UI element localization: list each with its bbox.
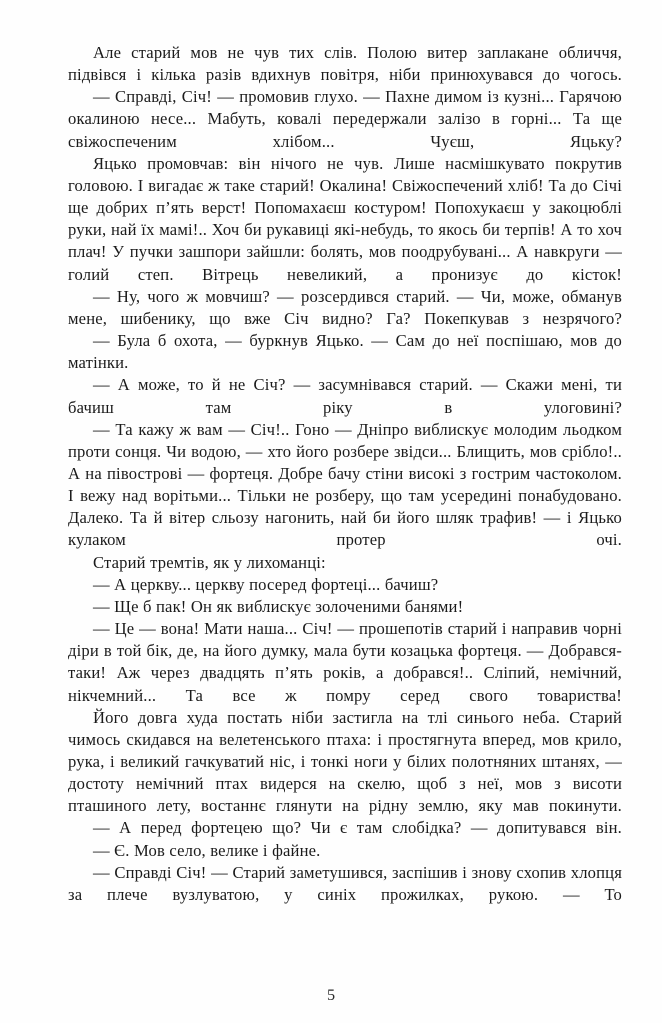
paragraph: Старий тремтів, як у лихоманці: [93, 552, 326, 572]
paragraph: — А перед фортецею що? Чи є там слобідка? — допитувався він. [93, 818, 622, 838]
paragraph: Яцько промовчав: він нічого не чув. Лише насмішкувато покрутив головою. І вигадає ж таке старий! Окалина! Свіжоспечений хліб! Та до Січі ще добрих п’ять верст! Попомахаєш костуром! Попохукаєш у закоцюблі руки, най їх мамі!.. Хоч би рукавиці які-небудь, то якось би терпів! А то хоч плач! У пучки зашпори зайшли: болять, мов поодрубувані... А навкруги — голий степ. Вітрець невеликий, а пронизує до кісток! [68, 153, 622, 284]
paragraph: — Це — вона! Мати наша... Січ! — прошепотів старий і направив чорні діри в той бік, де, на його думку, мала бути козацька фортеця. — Добрався-таки! Аж через двадцять п’ять років, а добрався!.. Сліпий, немічний, нікчемний... Та все ж помру серед свого товариства! [68, 619, 622, 705]
paragraph: — Та кажу ж вам — Січ!.. Гоно — Дніпро виблискує молодим льодком проти сонця. Чи водою, — хто його розбере звідси... Блищить, мов срібло!.. А на півострові — фортеця. Добре бачу стіни високі з гострим частоколом. І вежу над ворітьми... Тільки не розберу, що там усередині понабудовано. Далеко. Та й вітер сльозу нагонить, най би його шляк трафив! — і Яцько кулаком протер очі. [68, 419, 622, 550]
paragraph: — Справді, Січ! — промовив глухо. — Пахне димом із кузні... Гарячою окалиною несе... Мабуть, ковалі передержали залізо в горні... Та ще свіжоспеченим хлібом... Чуєш, Яцьку? [68, 87, 622, 151]
paragraph: — Ну, чого ж мовчиш? — розсердився старий. — Чи, може, обманув мене, шибенику, що вже Січ видно? Га? Покепкував з незрячого? [68, 286, 622, 328]
paragraph: — Ще б пак! Он як виблискує золоченими банями! [93, 596, 464, 616]
paragraph: — А може, то й не Січ? — засумнівався старий. — Скажи мені, ти бачиш там ріку в улоговині? [68, 375, 622, 417]
paragraph: — А церкву... церкву посеред фортеці... бачиш? [93, 574, 439, 594]
paragraph: — Була б охота, — буркнув Яцько. — Сам до неї поспішаю, мов до матінки. [68, 331, 622, 373]
paragraph: Але старий мов не чув тих слів. Полою витер заплакане обличчя, підвівся і кілька разів вдихнув повітря, ніби принюхувався до чогось. [68, 43, 622, 85]
paragraph: — Справді Січ! — Старий заметушився, заспішив і знову схопив хлопця за плече вузлуватою, у синіх прожилках, рукою. — То [68, 862, 622, 904]
page-number: 5 [326, 986, 336, 1004]
page-text-block [68, 42, 622, 906]
paragraph: Його довга худа постать ніби застигла на тлі синього неба. Старий чимось скидався на велетенського птаха: і простягнута вперед, мов крило, рука, і великий гачкуватий ніс, і тонкі ноги у білих полотняних штанях, — достоту немічний птах видерся на скелю, щоб з неї, мов з висоти пташиного лету, востаннє глянути на рідну землю, яку мав покинути. [68, 707, 622, 816]
paragraph: — Є. Мов село, велике і файне. [93, 840, 321, 860]
